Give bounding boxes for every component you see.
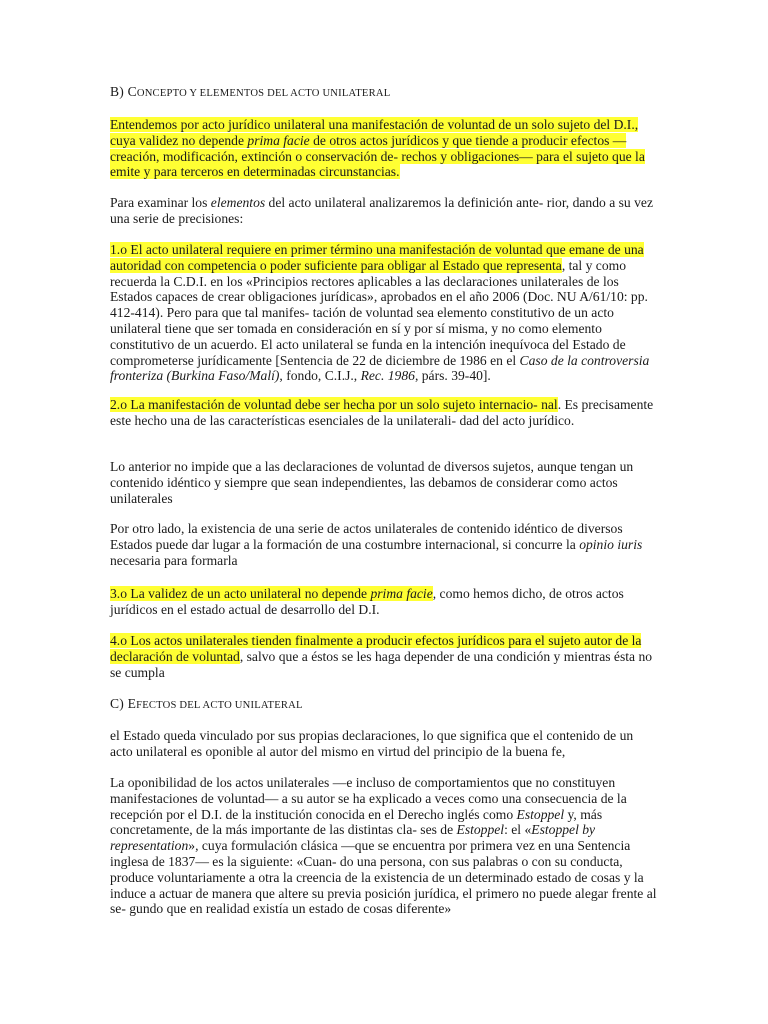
paragraph-elements-intro: Para examinar los elementos del acto unilateral analizaremos la definición ante- rior, dando a su vez una serie de precisiones: bbox=[110, 195, 653, 226]
highlight: 1.o El acto unilateral requiere en primer término una manifestación de voluntad que emane de una autoridad con competencia o poder suficiente para obligar al Estado que representa bbox=[110, 242, 644, 273]
highlight: Entendemos por acto jurídico unilateral una manifestación de voluntad de un solo sujeto del D.I., cuya validez no depende prima facie de otros actos jurídicos y que tiende a producir efectos —creación, modificación, extinción o conservación de- rechos y obligaciones— para el sujeto que la emite y para terceros en determinadas circunstancias. bbox=[110, 117, 645, 180]
paragraph-definition bbox=[110, 117, 658, 180]
paragraph-effects: el Estado queda vinculado por sus propias declaraciones, lo que significa que el contenido de un acto unilateral es oponible al autor del mismo en virtud del principio de la buena fe, bbox=[110, 728, 634, 759]
paragraph-element-2: 2.o La manifestación de voluntad debe ser hecha por un solo sujeto internacio- nal. Es precisamente este hecho una de las características esenciales de la unilaterali- dad del acto jurídico. bbox=[110, 397, 654, 428]
section-heading-b: B) CONCEPTO Y ELEMENTOS DEL ACTO UNILATERAL bbox=[110, 84, 391, 99]
paragraph-element-1: 1.o El acto unilateral requiere en primer término una manifestación de voluntad que emane de una autoridad con competencia o poder suficiente para obligar al Estado que representa, tal y como recuerda la C.D.I. en los «Principios rectores aplicables a las declaraciones unilaterales de los Estados capaces de crear obligaciones jurídicas», aprobados en el año 2006 (Doc. NU A/61/10: pp. 412-414). Pero para que tal manifes- tación de voluntad sea elemento constitutivo de un acto unilateral tiene que ser tomada en consideración en sí y por sí misma, y no como elemento constitutivo de un acuerdo. El acto unilateral se funda en la intención inequívoca del Estado de comprometerse jurídicamente [Sentencia de 22 de diciembre de 1986 en el Caso de la controversia fronteriza (Burkina Faso/Malí), fondo, C.I.J., Rec. 1986, párs. 39-40]. bbox=[110, 242, 650, 384]
section-heading-c: C) EFECTOS DEL ACTO UNILATERAL bbox=[110, 696, 303, 711]
paragraph-element-4: 4.o Los actos unilaterales tienden finalmente a producir efectos jurídicos para el sujeto autor de la declaración de voluntad, salvo que a éstos se les haga depender de una condición y mientras ésta no se cumpla bbox=[110, 633, 653, 680]
highlight: 2.o La manifestación de voluntad debe ser hecha por un solo sujeto internacio- nal bbox=[110, 397, 558, 412]
paragraph-estoppel: La oponibilidad de los actos unilaterales —e incluso de comportamientos que no constituyen manifestaciones de voluntad— a su autor se ha explicado a veces como una consecuencia de la recepción por el D.I. de la institución conocida en el Derecho inglés como Estoppel y, más concretamente, de la más importante de las distintas cla- ses de Estoppel: el «Estoppel by representation», cuya formulación clásica —que se encuentra por primera vez en una Sentencia inglesa de 1837— es la siguiente: «Cuan- do una persona, con sus palabras o con su conducta, produce voluntariamente a otra la creencia de la existencia de un determinado estado de cosas y la induce a actuar de manera que altere su previa posición jurídica, el primero no puede alegar frente al se- gundo que en realidad existía un estado de cosas diferente» bbox=[110, 775, 657, 917]
paragraph-element-3: 3.o La validez de un acto unilateral no depende prima facie, como hemos dicho, de otros actos jurídicos en el estado actual de desarrollo del D.I. bbox=[110, 586, 624, 617]
paragraph-identical-declarations: Lo anterior no impide que a las declaraciones de voluntad de diversos sujetos, aunque tengan un contenido idéntico y siempre que sean independientes, las debamos de considerar como actos unilaterales bbox=[110, 459, 634, 506]
highlight: 3.o La validez de un acto unilateral no depende prima facie bbox=[110, 586, 433, 601]
highlight: 4.o Los actos unilaterales tienden finalmente a producir efectos jurídicos para el sujeto autor de la declaración de voluntad bbox=[110, 633, 642, 664]
paragraph-custom-formation: Por otro lado, la existencia de una serie de actos unilaterales de contenido idéntico de diversos Estados puede dar lugar a la formación de una costumbre internacional, si concurre la opinio iuris necesaria para formarla bbox=[110, 521, 643, 568]
